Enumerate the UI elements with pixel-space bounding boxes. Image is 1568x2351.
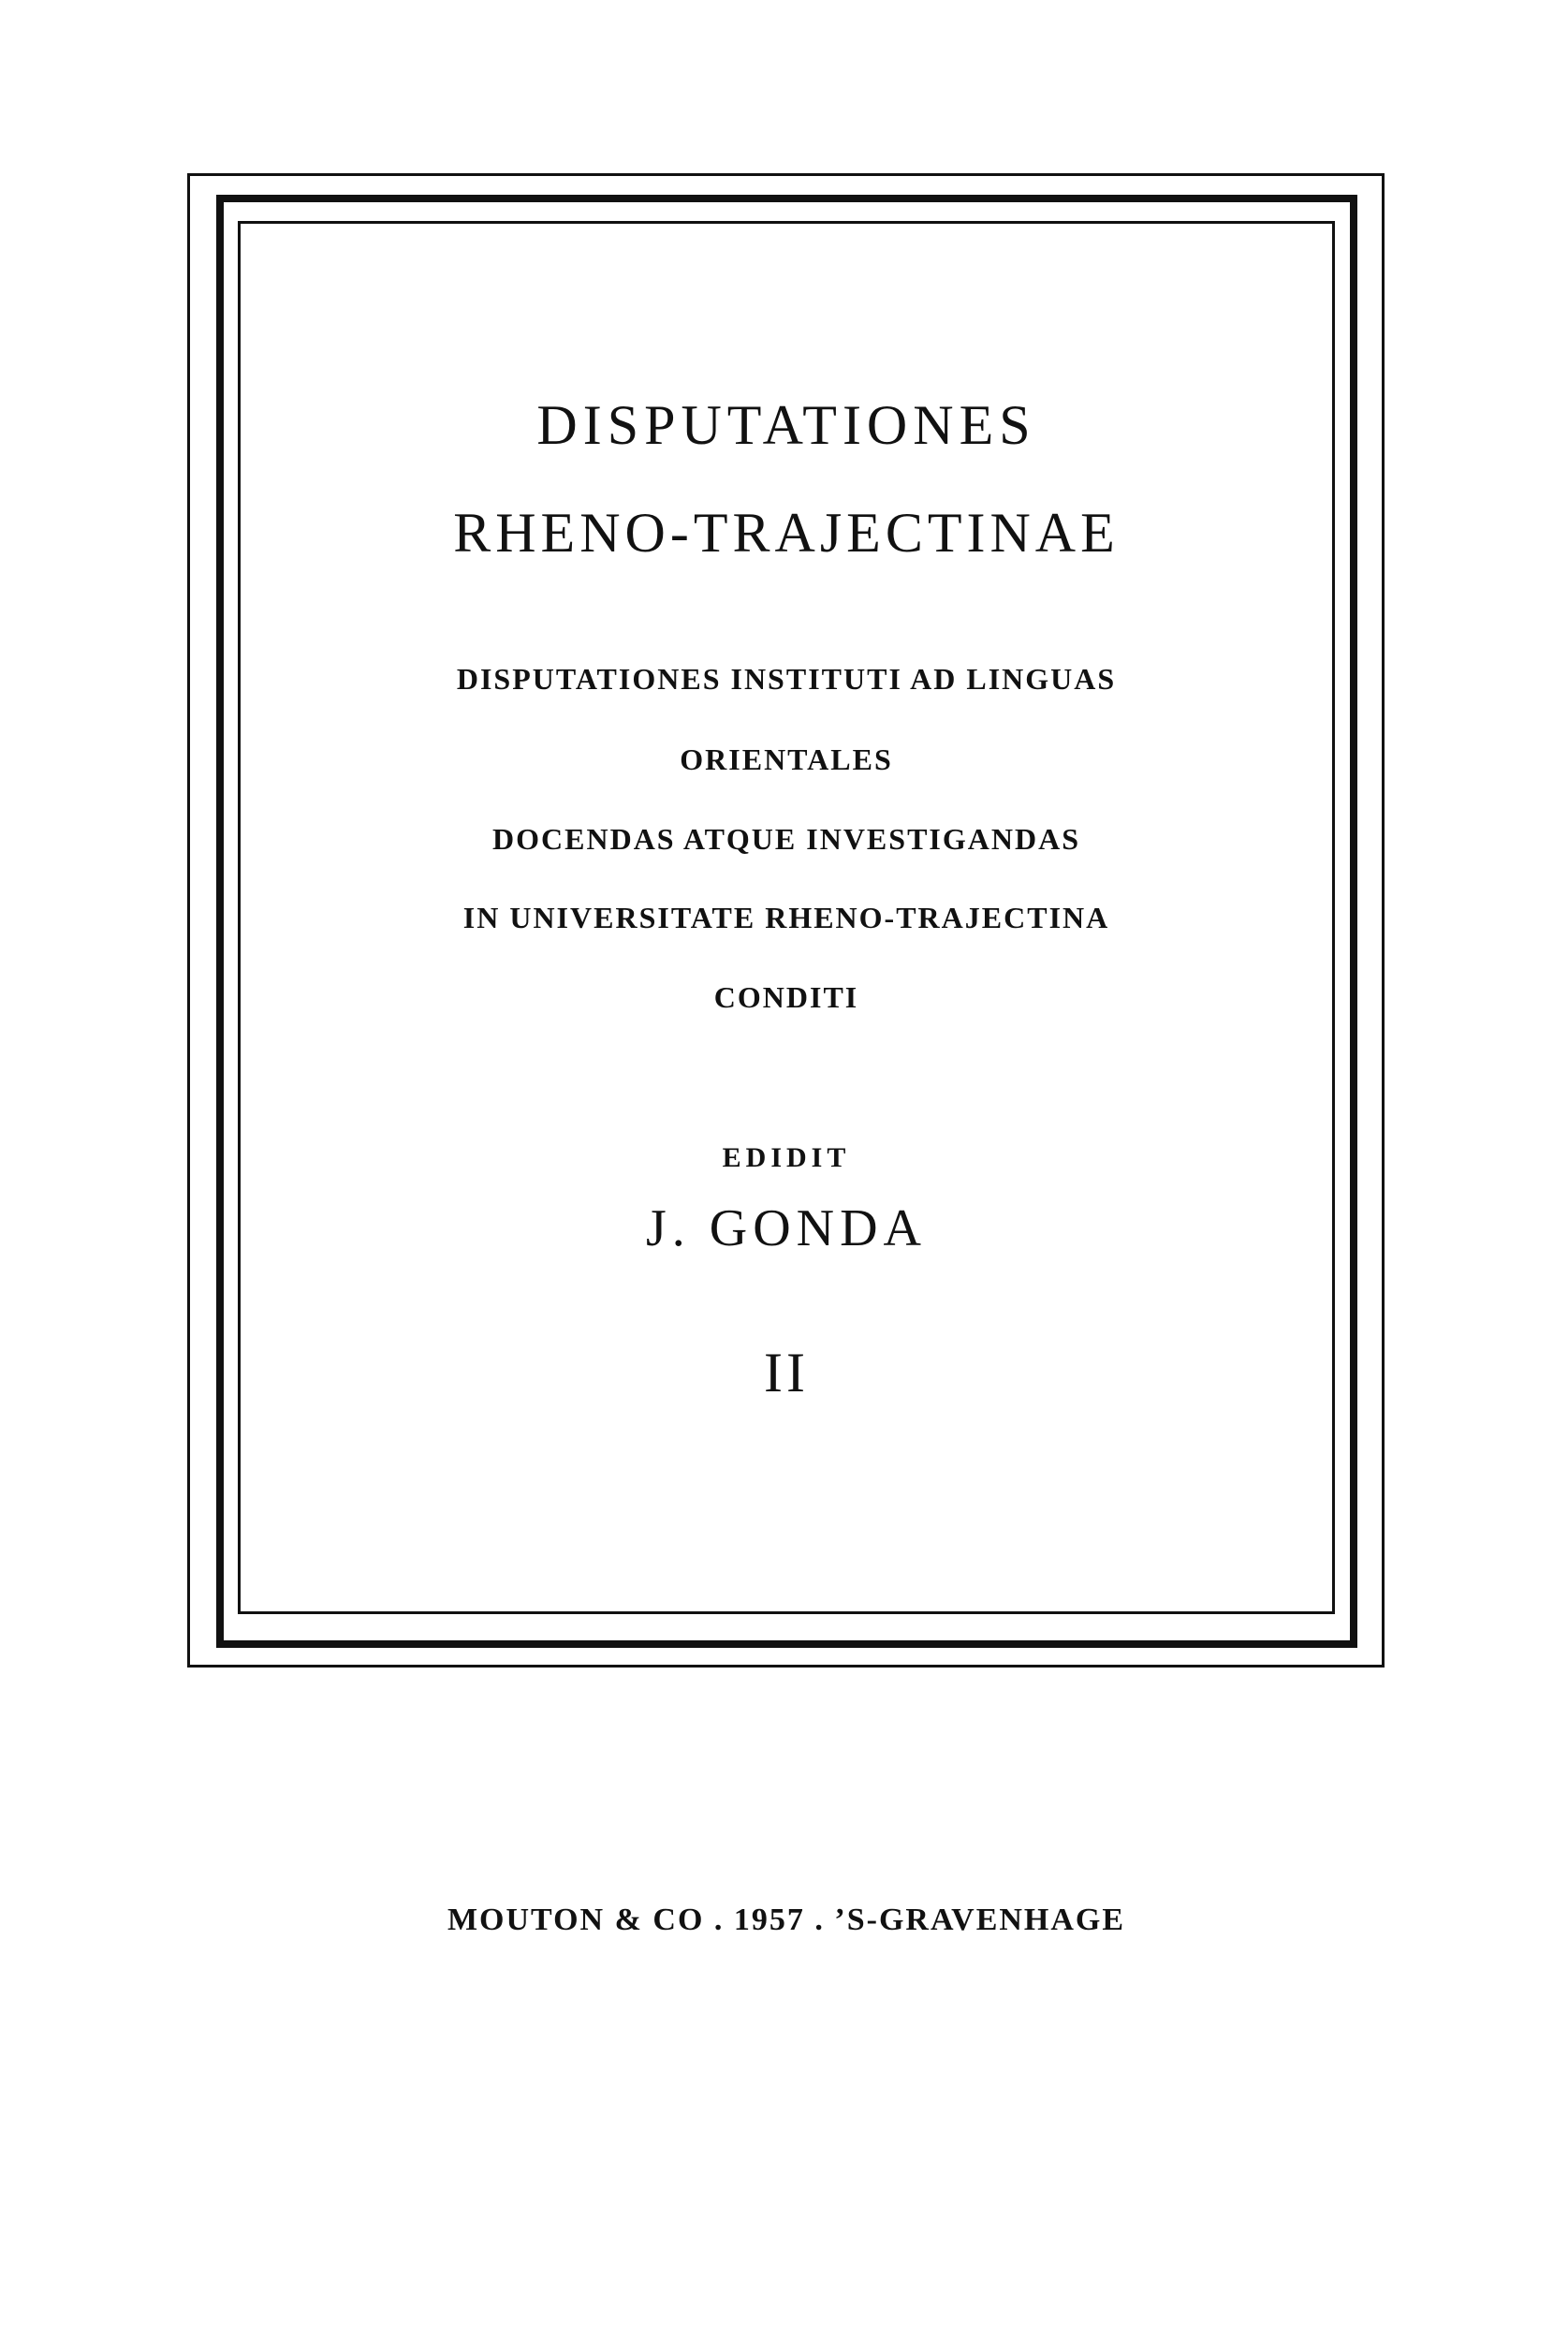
publisher-imprint: MOUTON & CO . 1957 . ’S-GRAVENHAGE — [447, 1903, 1126, 1937]
subtitle-line-2: ORIENTALES — [680, 742, 893, 776]
subtitle-line-3: DOCENDAS ATQUE INVESTIGANDAS — [492, 822, 1080, 856]
volume-number: II — [764, 1342, 809, 1403]
series-title-line-2: RHENO-TRAJECTINAE — [453, 502, 1120, 564]
subtitle-line-4: IN UNIVERSITATE RHENO-TRAJECTINA — [462, 901, 1110, 934]
subtitle-line-1: DISPUTATIONES INSTITUTI AD LINGUAS — [456, 662, 1117, 696]
editor-name: J. GONDA — [646, 1199, 927, 1257]
edidit-label: EDIDIT — [722, 1142, 851, 1173]
series-title-line-1: DISPUTATIONES — [536, 394, 1036, 456]
subtitle-line-5: CONDITI — [713, 980, 859, 1014]
